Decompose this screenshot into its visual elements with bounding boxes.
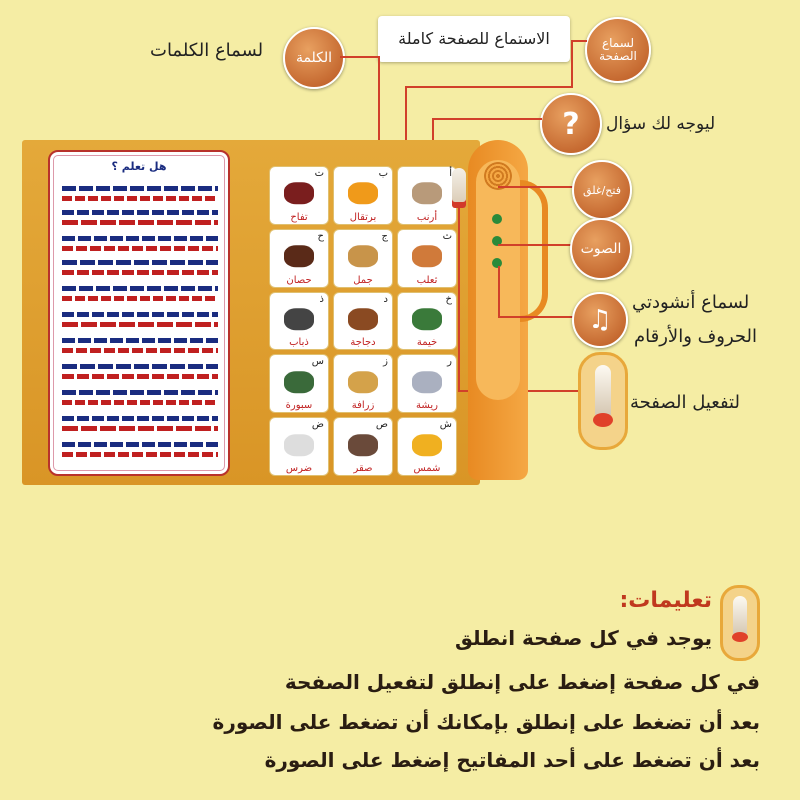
text-line <box>62 322 218 327</box>
letter-label: ض <box>311 419 324 431</box>
connector-line <box>498 266 500 318</box>
letter-label: ر <box>447 356 452 368</box>
text-line <box>62 364 218 369</box>
word-label: خيمة <box>416 337 438 349</box>
letter-label: ح <box>317 230 324 242</box>
picture-icon <box>348 371 378 393</box>
letter-card[interactable] <box>398 230 456 287</box>
word-label: برتقال <box>349 211 377 223</box>
picture-icon <box>348 434 378 456</box>
connector-line <box>571 40 587 42</box>
letter-label: ز <box>383 356 388 368</box>
letter-card[interactable] <box>334 355 392 412</box>
word-label: دجاجة <box>350 337 376 349</box>
instruction-line-2: في كل صفحة إضغط على إنطلق لتفعيل الصفحة <box>284 670 760 694</box>
picture-icon <box>412 183 442 205</box>
question-icon: ? <box>540 93 602 155</box>
letter-label: ت <box>314 168 324 179</box>
picture-icon <box>284 308 314 330</box>
picture-icon <box>412 371 442 393</box>
text-line <box>62 400 218 405</box>
word-label: ضرس <box>285 462 313 474</box>
page-callout-box <box>378 16 570 62</box>
letter-label: ذ <box>319 293 324 305</box>
songs-callout-label-2: الحروف والأرقام <box>634 326 757 347</box>
picture-icon <box>412 308 442 330</box>
letter-label: س <box>311 356 324 368</box>
text-line <box>62 220 218 225</box>
letter-card[interactable] <box>398 355 456 412</box>
word-label: شمس <box>413 462 441 474</box>
word-label: ريشة <box>416 400 438 412</box>
activate-callout-label: لتفعيل الصفحة <box>630 392 740 413</box>
letter-label: أ <box>449 168 452 179</box>
word-label: ذباب <box>289 337 309 349</box>
word-label: زرافة <box>351 400 375 412</box>
connector-line <box>340 56 380 58</box>
text-line <box>62 246 218 251</box>
letter-grid <box>270 167 456 475</box>
word-label: أرنب <box>416 211 438 223</box>
picture-icon <box>348 183 378 205</box>
picture-icon <box>284 183 314 205</box>
text-line <box>62 442 218 447</box>
letter-label: د <box>383 293 388 305</box>
left-page-title: هل تعلم ؟ <box>111 160 167 173</box>
letter-card[interactable] <box>398 293 456 350</box>
picture-icon <box>412 245 442 267</box>
letter-label: خ <box>445 293 452 305</box>
word-label: صقر <box>353 462 373 474</box>
text-line <box>62 286 218 291</box>
word-label: ثعلب <box>416 274 438 286</box>
power-callout-icon: فتح/غلق <box>572 160 632 220</box>
letter-card[interactable] <box>270 167 328 224</box>
connector-line <box>458 208 460 390</box>
page-callout-box-label: الاستماع للصفحة كاملة <box>398 29 550 48</box>
letter-card[interactable] <box>270 293 328 350</box>
question-callout-label: ليوجه لك سؤال <box>606 114 716 134</box>
songs-callout-label-1: لسماع أنشودتي <box>632 292 750 313</box>
letter-card[interactable] <box>334 418 392 475</box>
letter-label: ش <box>439 419 452 431</box>
letter-label: ج <box>381 230 388 242</box>
connector-line <box>498 186 580 188</box>
volume-callout-icon: الصوت <box>570 218 632 280</box>
letter-label: ب <box>378 168 388 179</box>
letter-card[interactable] <box>398 418 456 475</box>
page-callout-icon: لسماع الصفحة <box>585 17 651 83</box>
word-label: سبورة <box>285 400 313 412</box>
text-line <box>62 390 218 395</box>
text-line <box>62 452 218 457</box>
instruction-line-1: يوجد في كل صفحة انطلق <box>455 626 712 650</box>
instruction-line-3: بعد أن تضغط على إنطلق بإمكانك أن تضغط على الصورة <box>212 710 760 734</box>
word-callout-label: لسماع الكلمات <box>150 40 264 61</box>
connector-line <box>405 86 572 88</box>
letter-label: ث <box>442 230 452 242</box>
letter-label: ص <box>375 419 388 431</box>
music-note-icon: ♫ <box>572 292 628 348</box>
word-callout-icon: الكلمة <box>283 27 345 89</box>
song-button-icon[interactable] <box>492 258 502 268</box>
text-line <box>62 338 218 343</box>
connector-line <box>405 86 407 146</box>
text-line <box>62 196 218 201</box>
picture-icon <box>412 434 442 456</box>
text-line <box>62 270 218 275</box>
word-label: جمل <box>353 274 373 286</box>
text-line <box>62 374 218 379</box>
letter-card[interactable] <box>270 418 328 475</box>
letter-card[interactable] <box>334 293 392 350</box>
rocket-button-icon[interactable] <box>452 168 466 208</box>
instructions-rocket-icon <box>720 585 760 661</box>
control-panel <box>468 140 542 480</box>
connector-line <box>378 56 380 146</box>
text-line <box>62 236 218 241</box>
text-line <box>62 186 218 191</box>
connector-line <box>498 244 576 246</box>
text-line <box>62 296 218 301</box>
picture-icon <box>348 245 378 267</box>
text-line <box>62 312 218 317</box>
letter-card[interactable] <box>334 167 392 224</box>
text-line <box>62 416 218 421</box>
picture-icon <box>348 308 378 330</box>
picture-icon <box>284 371 314 393</box>
letter-card[interactable] <box>398 167 456 224</box>
word-label: حصان <box>286 274 312 286</box>
text-line <box>62 210 218 215</box>
letter-card[interactable] <box>334 230 392 287</box>
power-button-icon[interactable] <box>492 214 502 224</box>
picture-icon <box>284 434 314 456</box>
instruction-line-4: بعد أن تضغط على أحد المفاتيح إضغط على الصورة <box>264 748 760 772</box>
text-line <box>62 348 218 353</box>
letter-card[interactable] <box>270 355 328 412</box>
connector-line <box>432 118 542 120</box>
rocket-callout-icon <box>578 352 628 450</box>
connector-line <box>498 316 578 318</box>
picture-icon <box>284 245 314 267</box>
did-you-know-page <box>48 150 230 476</box>
connector-line <box>571 40 573 88</box>
text-line <box>62 426 218 431</box>
text-line <box>62 260 218 265</box>
letter-card[interactable] <box>270 230 328 287</box>
word-label: تفاح <box>290 211 308 223</box>
instructions-heading: تعليمات: <box>619 588 712 613</box>
